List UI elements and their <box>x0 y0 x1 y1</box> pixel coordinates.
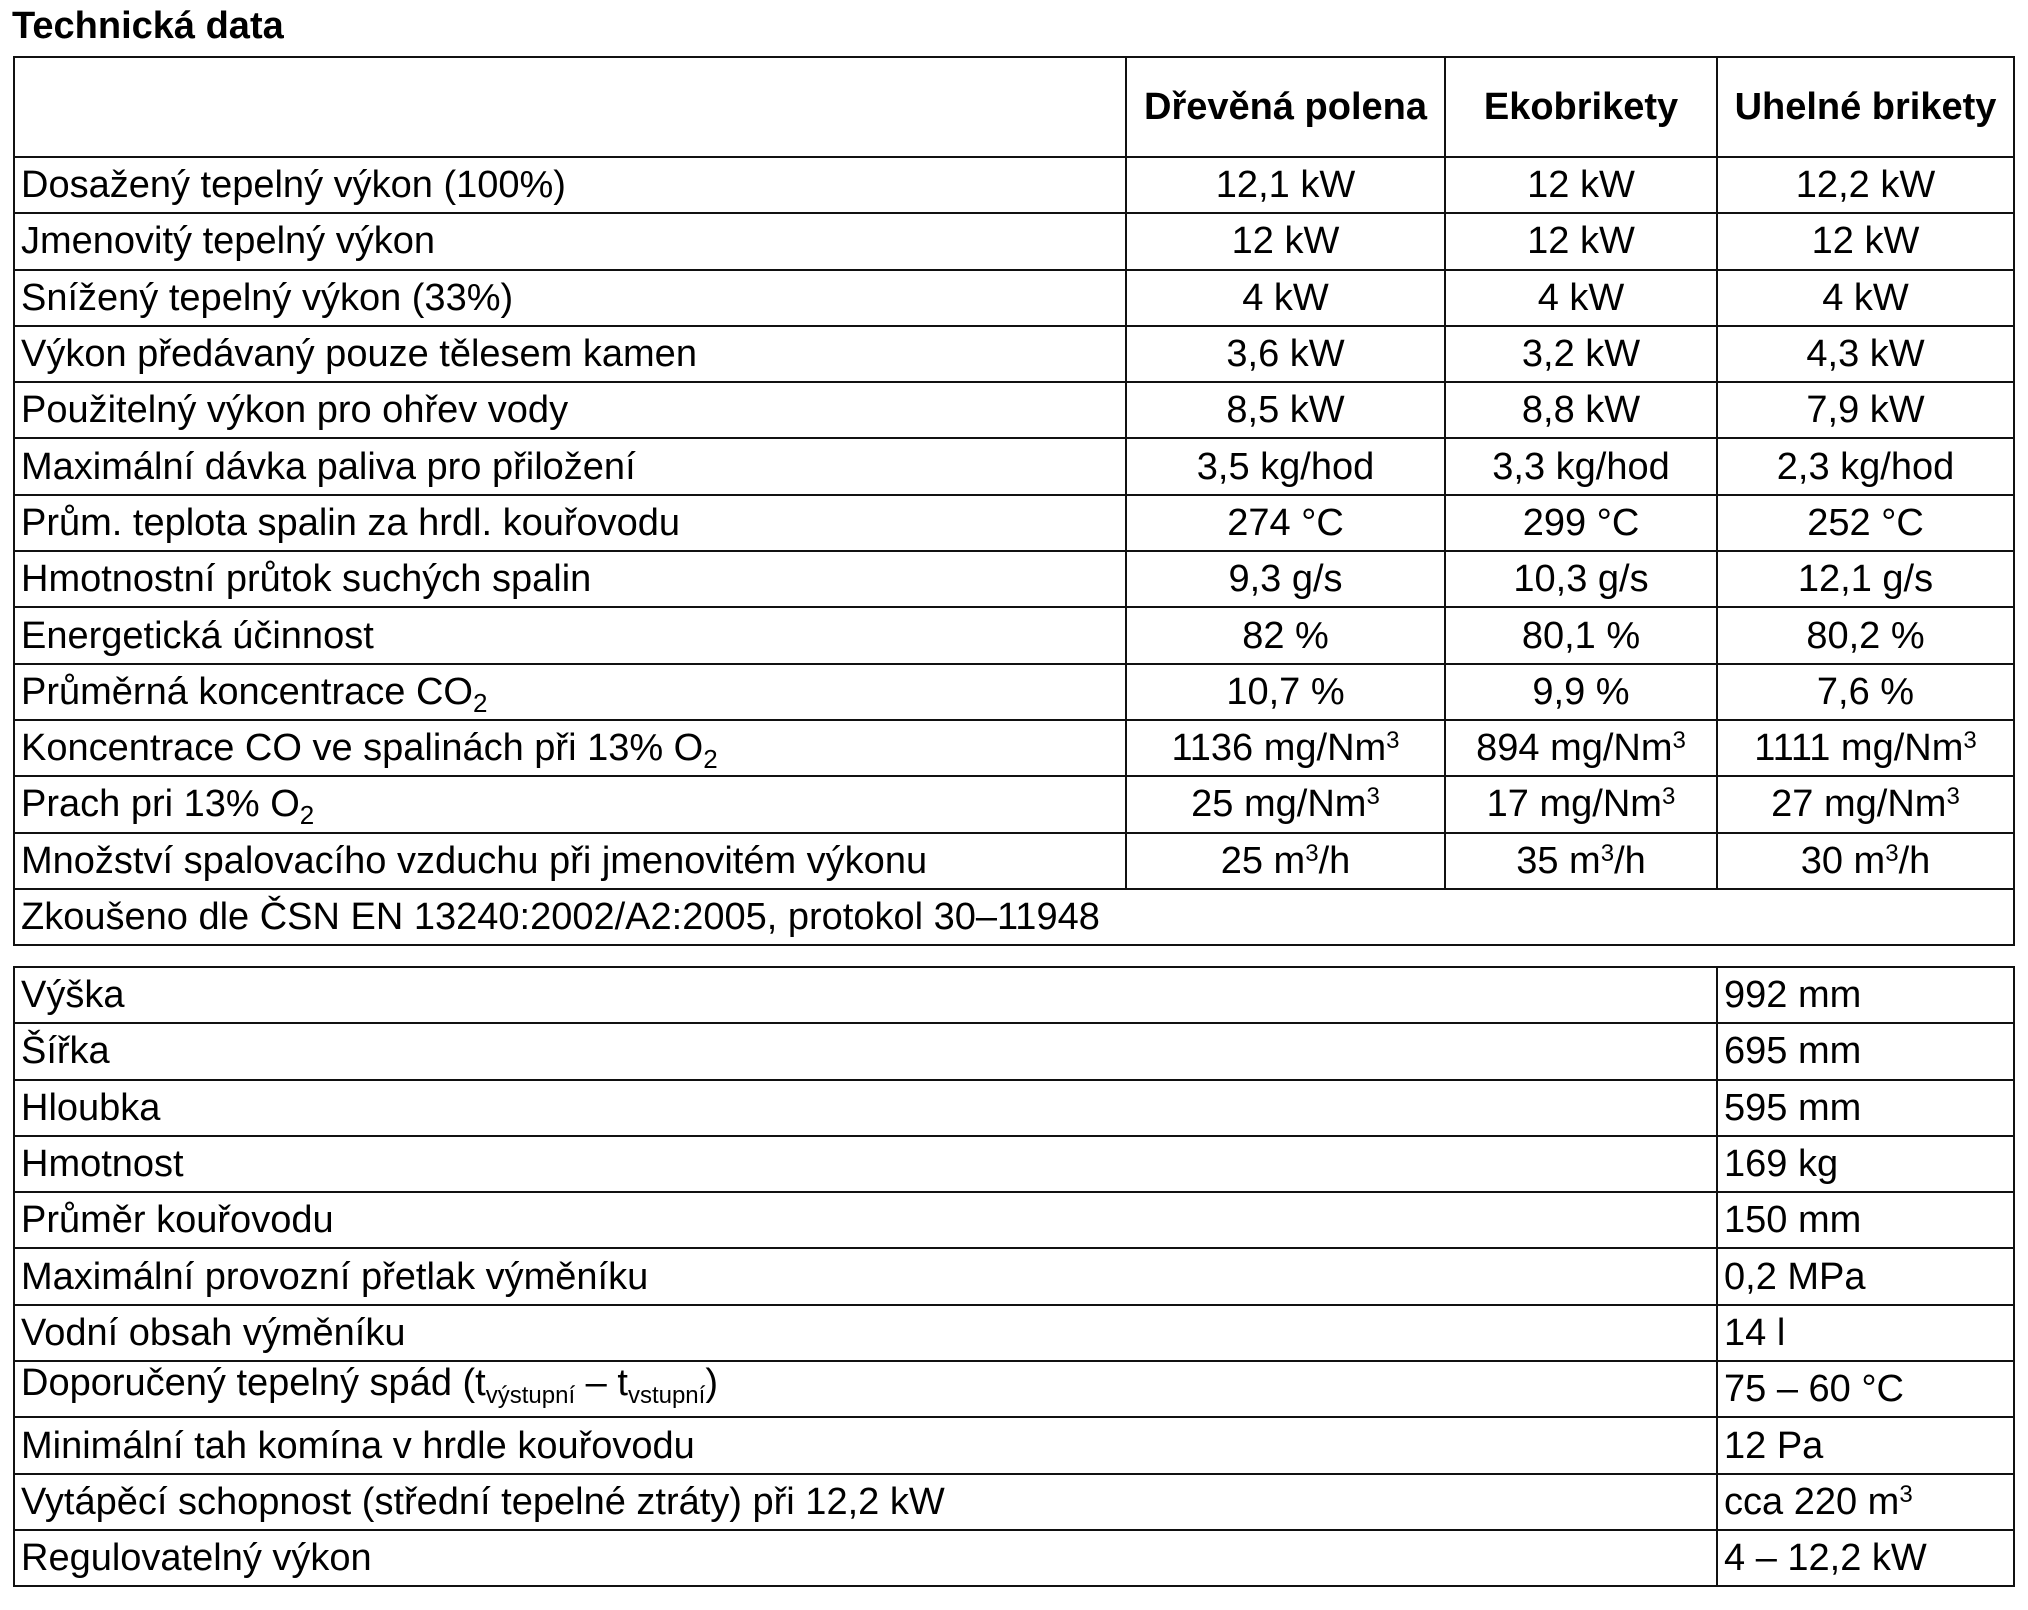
value-cell <box>1445 607 1717 663</box>
table-row <box>14 1417 2014 1473</box>
value-text: 7,6 % <box>1816 670 1915 713</box>
row-label <box>14 1305 1717 1361</box>
row-label-text: Minimální tah komína v hrdle kouřovodu <box>21 1424 695 1467</box>
value-cell <box>1126 326 1445 382</box>
row-label <box>14 833 1126 889</box>
value-cell <box>1717 157 2014 213</box>
value-cell <box>1445 213 1717 269</box>
row-label <box>14 551 1126 607</box>
row-label-text: Energetická účinnost <box>21 614 374 657</box>
value-text: 12 kW <box>1811 220 1920 263</box>
row-label-text: Hmotnostní průtok suchých spalin <box>21 558 592 601</box>
row-label <box>14 607 1126 663</box>
superscript: 3 <box>1600 839 1615 867</box>
value-text: 2,3 kg/hod <box>1776 445 1955 488</box>
row-label-text: Průměr kouřovodu <box>21 1199 334 1242</box>
table-row <box>14 967 2014 1023</box>
table-row <box>14 382 2014 438</box>
value-text: 12,1 g/s <box>1797 558 1934 601</box>
value-cell <box>1717 438 2014 494</box>
value-cell <box>1126 551 1445 607</box>
value-cell <box>1717 213 2014 269</box>
value-text: 75 – 60 °C <box>1724 1368 1904 1411</box>
value-cell <box>1445 776 1717 832</box>
value-cell <box>1717 1080 2014 1136</box>
table-row <box>14 1023 2014 1079</box>
row-label <box>14 967 1717 1023</box>
table-row <box>14 1474 2014 1530</box>
value-text: 0,2 MPa <box>1724 1255 1866 1298</box>
value-cell <box>1445 833 1717 889</box>
value-cell <box>1717 607 2014 663</box>
value-cell <box>1445 326 1717 382</box>
value-text: 12,2 kW <box>1795 164 1936 207</box>
row-label-text: Vodní obsah výměníku <box>21 1311 406 1354</box>
superscript: 3 <box>1305 839 1319 867</box>
row-label <box>14 157 1126 213</box>
row-label-text: Hloubka <box>21 1086 161 1129</box>
table-row <box>14 1305 2014 1361</box>
value-text: 80,2 % <box>1806 614 1925 657</box>
value-text: 169 kg <box>1724 1143 1839 1186</box>
value-cell <box>1717 833 2014 889</box>
row-label <box>14 495 1126 551</box>
table-row <box>14 720 2014 776</box>
row-label <box>14 326 1126 382</box>
table-row <box>14 213 2014 269</box>
superscript: 3 <box>1963 727 1977 755</box>
superscript: 3 <box>1899 1480 1913 1508</box>
row-label-text: Dosažený tepelný výkon (100%) <box>21 164 566 207</box>
value-text: 8,8 kW <box>1521 389 1641 432</box>
row-label-text: Maximální provozní přetlak výměníku <box>21 1255 649 1298</box>
value-cell <box>1445 495 1717 551</box>
value-text: 12 Pa <box>1724 1424 1824 1467</box>
table-row <box>14 157 2014 213</box>
value-text: 4 kW <box>1537 276 1625 319</box>
row-label <box>14 1417 1717 1473</box>
value-text: 80,1 % <box>1521 614 1641 657</box>
superscript: 3 <box>1386 727 1400 755</box>
table-row <box>14 664 2014 720</box>
value-cell <box>1717 776 2014 832</box>
row-label <box>14 382 1126 438</box>
row-label <box>14 1530 1717 1586</box>
value-cell <box>1717 1361 2014 1417</box>
table-row <box>14 1361 2014 1417</box>
value-text: 12 kW <box>1527 164 1635 207</box>
value-text: 252 °C <box>1807 501 1924 544</box>
value-text: 10,3 g/s <box>1513 558 1649 601</box>
value-cell <box>1126 720 1445 776</box>
header-cell: Ekobrikety <box>1445 57 1717 157</box>
value-text: 3,5 kg/hod <box>1196 445 1375 488</box>
unit-suffix: /h <box>1898 839 1931 882</box>
value-cell <box>1717 967 2014 1023</box>
row-label <box>14 1136 1717 1192</box>
table-row <box>14 1192 2014 1248</box>
row-label-text: Výkon předávaný pouze tělesem kamen <box>21 333 697 376</box>
row-label-text: Vytápěcí schopnost (střední tepelné ztráty) při 12,2 kW <box>21 1480 945 1523</box>
dimensions-table <box>13 966 2015 1587</box>
subscript: 2 <box>299 800 315 831</box>
superscript: 3 <box>1885 839 1899 867</box>
value-cell <box>1126 213 1445 269</box>
value-cell <box>1717 495 2014 551</box>
row-label-text: Použitelný výkon pro ohřev vody <box>21 389 569 432</box>
value-cell <box>1717 1248 2014 1304</box>
value-text: 30 m <box>1800 839 1886 882</box>
table-row <box>14 326 2014 382</box>
value-text: 9,3 g/s <box>1228 558 1343 601</box>
table-row <box>14 1248 2014 1304</box>
value-cell <box>1445 382 1717 438</box>
value-text: 35 m <box>1516 839 1601 882</box>
row-label-text: Jmenovitý tepelný výkon <box>21 220 435 263</box>
value-text: 27 mg/Nm <box>1771 783 1947 826</box>
row-label-text: Maximální dávka paliva pro přiložení <box>21 445 636 488</box>
value-cell <box>1717 1474 2014 1530</box>
row-label <box>14 438 1126 494</box>
page-title: Technická data <box>12 5 284 47</box>
row-label-text: – t <box>575 1361 628 1404</box>
value-cell <box>1717 720 2014 776</box>
row-label <box>14 1361 1717 1417</box>
value-cell <box>1717 326 2014 382</box>
row-label-text: ) <box>705 1361 718 1404</box>
row-label <box>14 213 1126 269</box>
row-label-text: Prům. teplota spalin za hrdl. kouřovodu <box>21 501 681 544</box>
value-text: 299 °C <box>1522 501 1640 544</box>
value-cell <box>1445 270 1717 326</box>
value-text: 82 % <box>1242 614 1329 657</box>
value-text: 1136 mg/Nm <box>1171 727 1387 770</box>
value-text: cca 220 m <box>1724 1480 1900 1523</box>
value-text: 4 kW <box>1822 276 1909 319</box>
value-text: 3,2 kW <box>1521 333 1641 376</box>
footer-row <box>14 889 2014 945</box>
superscript: 3 <box>1366 783 1380 811</box>
row-label-text: Množství spalovacího vzduchu při jmenovitém výkonu <box>21 839 928 882</box>
value-text: 12 kW <box>1527 220 1635 263</box>
value-cell <box>1126 270 1445 326</box>
table-row <box>14 438 2014 494</box>
table-row <box>14 551 2014 607</box>
value-cell <box>1717 1417 2014 1473</box>
table-row <box>14 1136 2014 1192</box>
header-cell <box>14 57 1126 157</box>
table-row <box>14 495 2014 551</box>
value-text: 992 mm <box>1724 974 1862 1017</box>
superscript: 3 <box>1672 727 1686 755</box>
subscript: vstupní <box>627 1381 706 1409</box>
value-text: 595 mm <box>1724 1086 1862 1129</box>
row-label-text: Doporučený tepelný spád (t <box>21 1361 486 1404</box>
value-text: 25 m <box>1220 839 1306 882</box>
value-text: 14 l <box>1724 1311 1786 1354</box>
technical-data-table <box>13 56 2015 946</box>
value-cell <box>1445 157 1717 213</box>
value-cell <box>1445 551 1717 607</box>
value-text: 9,9 % <box>1532 670 1630 713</box>
table-row <box>14 1080 2014 1136</box>
value-text: 274 °C <box>1227 501 1344 544</box>
row-label <box>14 270 1126 326</box>
header-cell: Uhelné brikety <box>1717 57 2014 157</box>
value-text: 7,9 kW <box>1806 389 1925 432</box>
unit-suffix: /h <box>1318 839 1351 882</box>
test-standard-note: Zkoušeno dle ČSN EN 13240:2002/A2:2005, protokol 30–11948 <box>14 889 2014 945</box>
value-cell <box>1717 1023 2014 1079</box>
value-cell <box>1445 664 1717 720</box>
value-cell <box>1717 664 2014 720</box>
value-text: 695 mm <box>1724 1030 1862 1073</box>
value-cell <box>1126 607 1445 663</box>
value-cell <box>1717 270 2014 326</box>
row-label-text: Průměrná koncentrace CO <box>21 670 473 713</box>
row-label <box>14 664 1126 720</box>
value-text: 4,3 kW <box>1806 333 1925 376</box>
value-cell <box>1717 551 2014 607</box>
table-row <box>14 833 2014 889</box>
value-text: 3,3 kg/hod <box>1492 445 1670 488</box>
value-cell <box>1126 495 1445 551</box>
superscript: 3 <box>1661 783 1676 811</box>
value-text: 150 mm <box>1724 1199 1862 1242</box>
row-label-text: Hmotnost <box>21 1143 184 1186</box>
value-cell <box>1126 382 1445 438</box>
table-row <box>14 270 2014 326</box>
table-row <box>14 776 2014 832</box>
value-text: 12,1 kW <box>1215 164 1356 207</box>
value-text: 4 kW <box>1242 276 1329 319</box>
value-text: 25 mg/Nm <box>1191 783 1367 826</box>
table-row <box>14 607 2014 663</box>
row-label-text: Koncentrace CO ve spalinách při 13% O <box>21 727 704 770</box>
value-cell <box>1445 720 1717 776</box>
row-label <box>14 1080 1717 1136</box>
value-cell <box>1717 382 2014 438</box>
value-text: 17 mg/Nm <box>1486 783 1662 826</box>
subscript: výstupní <box>485 1381 576 1409</box>
superscript: 3 <box>1946 783 1960 811</box>
row-label <box>14 1023 1717 1079</box>
subscript: 2 <box>472 687 488 718</box>
value-text: 3,6 kW <box>1226 333 1345 376</box>
value-cell <box>1126 833 1445 889</box>
value-text: 894 mg/Nm <box>1476 727 1673 770</box>
value-text: 1111 mg/Nm <box>1754 727 1964 770</box>
value-cell <box>1445 438 1717 494</box>
row-label-text: Prach pri 13% O <box>21 783 300 826</box>
row-label <box>14 776 1126 832</box>
row-label-text: Šířka <box>21 1030 110 1073</box>
value-text: 10,7 % <box>1226 670 1345 713</box>
value-text: 4 – 12,2 kW <box>1724 1537 1927 1580</box>
row-label <box>14 1474 1717 1530</box>
row-label <box>14 720 1126 776</box>
value-text: 8,5 kW <box>1226 389 1345 432</box>
row-label <box>14 1248 1717 1304</box>
subscript: 2 <box>703 744 718 775</box>
value-cell <box>1717 1305 2014 1361</box>
value-cell <box>1126 664 1445 720</box>
row-label-text: Výška <box>21 974 125 1017</box>
header-cell: Dřevěná polena <box>1126 57 1445 157</box>
row-label <box>14 1192 1717 1248</box>
value-cell <box>1126 157 1445 213</box>
value-cell <box>1717 1192 2014 1248</box>
value-cell <box>1717 1136 2014 1192</box>
header-row <box>14 57 2014 157</box>
value-cell <box>1717 1530 2014 1586</box>
row-label-text: Regulovatelný výkon <box>21 1537 372 1580</box>
table-row <box>14 1530 2014 1586</box>
value-text: 12 kW <box>1231 220 1340 263</box>
unit-suffix: /h <box>1614 839 1646 882</box>
value-cell <box>1126 776 1445 832</box>
value-cell <box>1126 438 1445 494</box>
row-label-text: Snížený tepelný výkon (33%) <box>21 276 514 319</box>
